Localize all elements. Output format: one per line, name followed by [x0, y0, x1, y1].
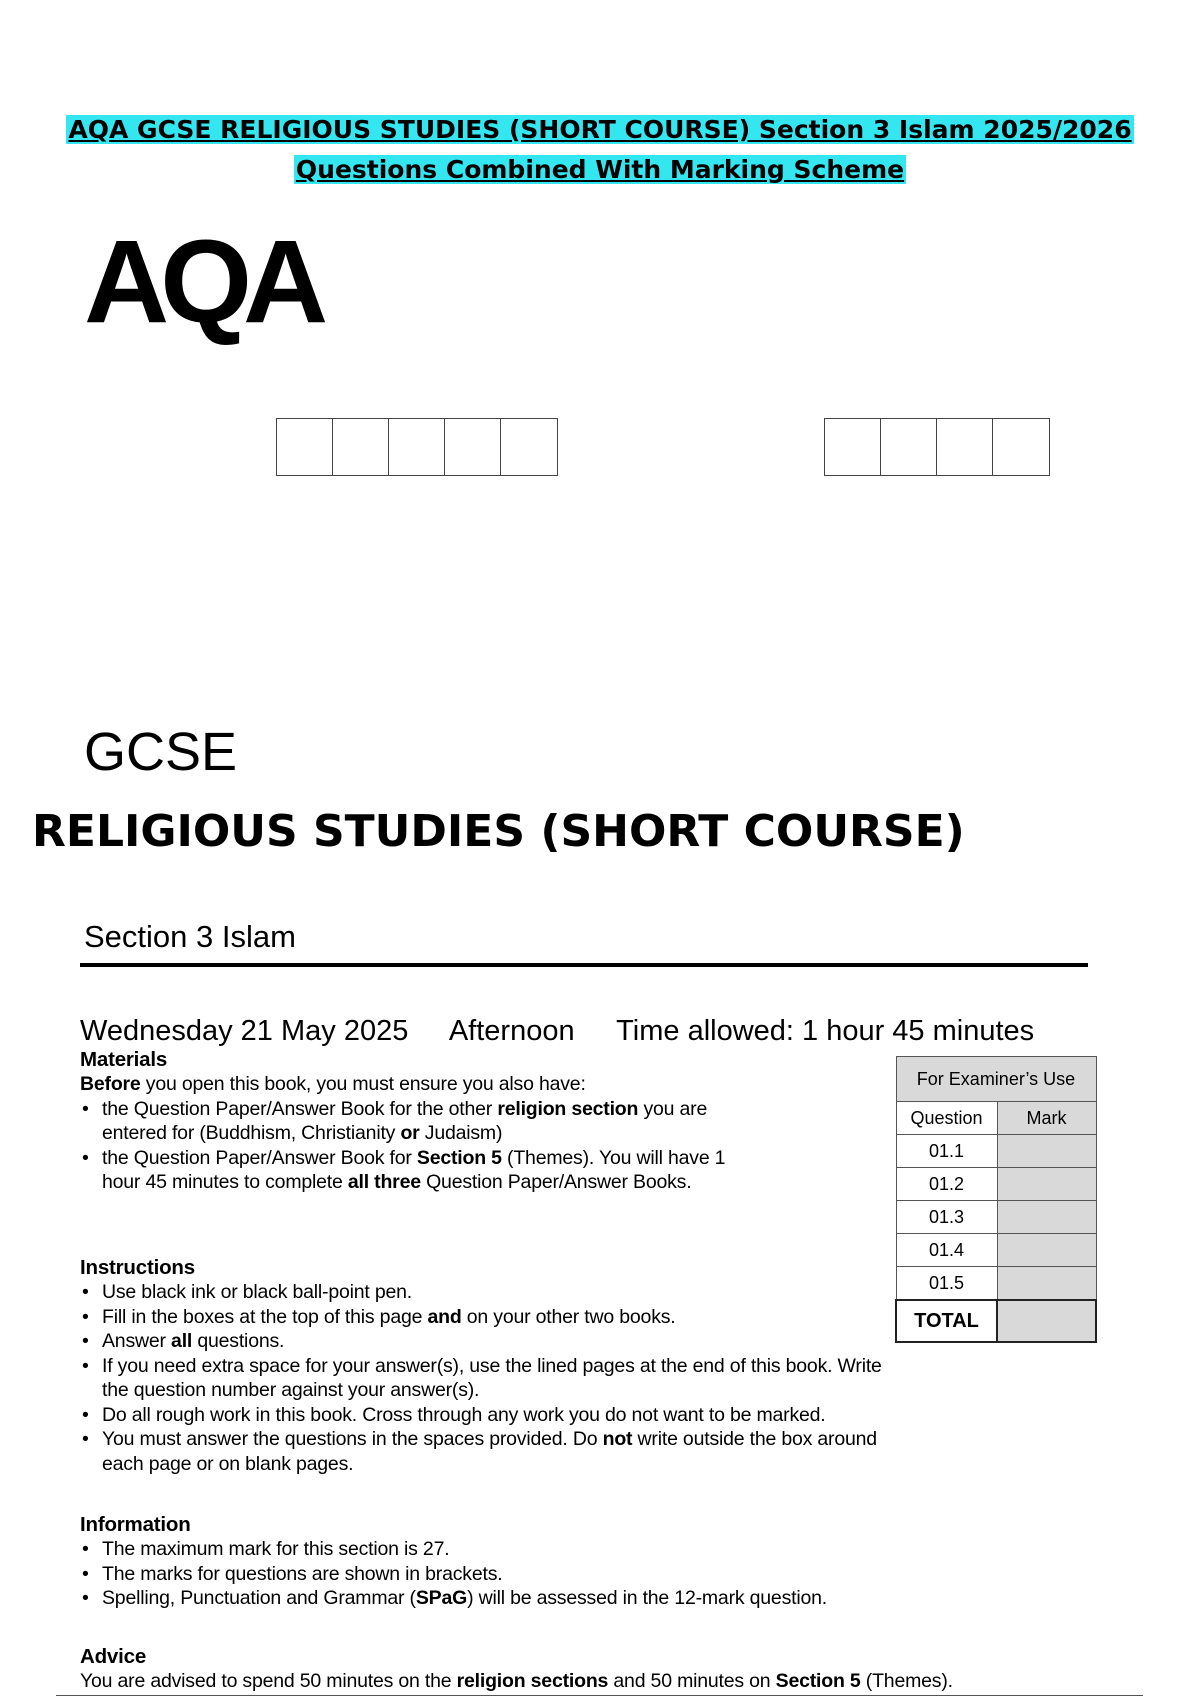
information-heading: Information — [80, 1513, 191, 1536]
subject-title: RELIGIOUS STUDIES (SHORT COURSE) — [32, 806, 965, 857]
question-number-cell: 01.4 — [896, 1234, 997, 1267]
question-number-cell: 01.2 — [896, 1168, 997, 1201]
list-item: • The maximum mark for this section is 27. — [80, 1537, 1010, 1562]
mark-cell[interactable] — [997, 1267, 1096, 1301]
candidate-number-box[interactable] — [993, 419, 1049, 475]
list-item: • Fill in the boxes at the top of this page and on your other two books. — [80, 1305, 910, 1330]
list-item: • The marks for questions are shown in brackets. — [80, 1562, 1010, 1587]
total-row — [896, 1300, 1096, 1342]
advice-section — [80, 1644, 1140, 1694]
materials-heading: Materials — [80, 1048, 168, 1071]
examiner-table-title: For Examiner’s Use — [896, 1057, 1096, 1102]
list-item: • Do all rough work in this book. Cross through any work you do not want to be marked. — [80, 1403, 910, 1428]
mark-cell[interactable] — [997, 1201, 1096, 1234]
table-row — [896, 1135, 1096, 1168]
advice-text: You are advised to spend 50 minutes on the religion sections and 50 minutes on Section 5 (Themes). — [80, 1670, 953, 1692]
candidate-number-box[interactable] — [825, 419, 881, 475]
banner-title-line-2: Questions Combined With Marking Scheme — [295, 155, 905, 184]
information-section — [80, 1512, 1010, 1611]
centre-number-boxes[interactable] — [276, 418, 558, 476]
mark-cell[interactable] — [997, 1168, 1096, 1201]
candidate-number-box[interactable] — [937, 419, 993, 475]
table-row — [896, 1201, 1096, 1234]
exam-date-line — [80, 1013, 1034, 1049]
list-item: • Answer all questions. — [80, 1329, 910, 1354]
centre-number-box[interactable] — [445, 419, 501, 475]
question-number-cell: 01.5 — [896, 1267, 997, 1301]
list-item: • the Question Paper/Answer Book for Section 5 (Themes). You will have 1 hour 45 minutes to complete all three Question Paper/Answer Books. — [80, 1146, 740, 1195]
instructions-section — [80, 1255, 910, 1476]
centre-number-box[interactable] — [333, 419, 389, 475]
list-item: • You must answer the questions in the spaces provided. Do not write outside the box around each page or on blank pages. — [80, 1427, 910, 1476]
mark-column-header: Mark — [997, 1102, 1096, 1135]
question-number-cell: 01.3 — [896, 1201, 997, 1234]
materials-intro: Before you open this book, you must ensure you also have: — [80, 1073, 586, 1095]
exam-session: Afternoon — [448, 1015, 575, 1047]
mark-cell[interactable] — [997, 1135, 1096, 1168]
banner-title-line-1: AQA GCSE RELIGIOUS STUDIES (SHORT COURSE) Section 3 Islam 2025/2026 — [68, 115, 1132, 144]
exam-date: Wednesday 21 May 2025 — [80, 1015, 409, 1047]
centre-number-box[interactable] — [501, 419, 557, 475]
question-column-header: Question — [896, 1102, 997, 1135]
list-item: • Spelling, Punctuation and Grammar (SPaG) will be assessed in the 12-mark question. — [80, 1586, 1010, 1611]
candidate-number-boxes[interactable] — [824, 418, 1050, 476]
footer-rule — [56, 1695, 1143, 1696]
total-mark-cell[interactable] — [997, 1300, 1096, 1342]
table-row — [896, 1267, 1096, 1301]
mark-cell[interactable] — [997, 1234, 1096, 1267]
table-row — [896, 1234, 1096, 1267]
time-allowed: Time allowed: 1 hour 45 minutes — [616, 1015, 1035, 1047]
centre-number-box[interactable] — [277, 419, 333, 475]
materials-section — [80, 1047, 740, 1195]
list-item: • the Question Paper/Answer Book for the other religion section you are entered for (Buddhism, Christianity or Judaism) — [80, 1097, 740, 1146]
title-divider — [80, 963, 1088, 967]
list-item: • If you need extra space for your answer(s), use the lined pages at the end of this book. Write the question number against your answer(s). — [80, 1354, 910, 1403]
section-title: Section 3 Islam — [84, 919, 296, 954]
document-banner — [0, 110, 1200, 190]
qualification-title: GCSE — [84, 722, 238, 782]
centre-number-box[interactable] — [389, 419, 445, 475]
question-number-cell: 01.1 — [896, 1135, 997, 1168]
table-row — [896, 1168, 1096, 1201]
information-list — [80, 1537, 1010, 1611]
candidate-number-box[interactable] — [881, 419, 937, 475]
instructions-list — [80, 1280, 910, 1476]
list-item: • Use black ink or black ball-point pen. — [80, 1280, 910, 1305]
materials-list — [80, 1097, 740, 1195]
instructions-heading: Instructions — [80, 1256, 195, 1279]
advice-heading: Advice — [80, 1645, 147, 1668]
total-label: TOTAL — [896, 1300, 997, 1342]
aqa-logo: AQA — [84, 216, 320, 348]
examiner-use-table — [895, 1056, 1097, 1343]
